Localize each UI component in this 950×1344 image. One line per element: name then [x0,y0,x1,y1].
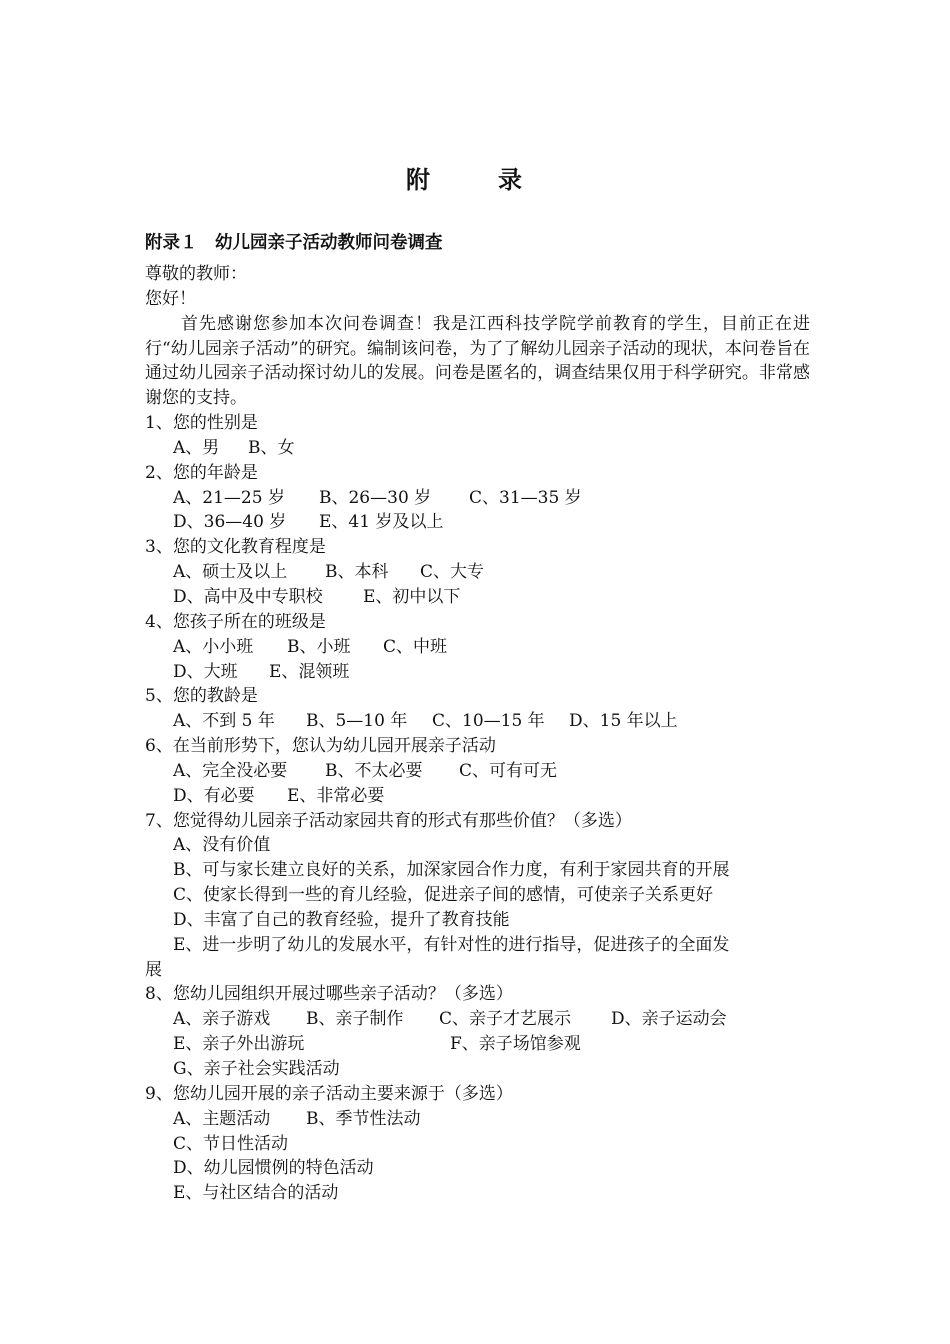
question-6: 6、在当前形势下，您认为幼儿园开展亲子活动 [145,736,496,757]
option-b: B、亲子制作 [306,1009,404,1030]
section-title: 附录１ 幼儿园亲子活动教师问卷调查 [145,233,443,253]
question-5-options [145,709,810,734]
question-9-options [145,1107,810,1132]
greeting: 尊敬的教师： [145,264,247,284]
option-e: E、非常必要 [287,785,385,806]
option-b: B、5—10 年 [306,711,408,732]
option-d: D、36—40 岁 [173,512,287,533]
option-b: B、本科 [325,562,389,583]
question-4-options [145,635,810,660]
question-3-options [145,560,810,585]
question-9-option-d: D、幼儿园惯例的特色活动 [173,1158,374,1179]
question-7-option-e: E、进一步明了幼儿的发展水平，有针对性的进行指导，促进孩子的全面发 [173,934,730,955]
option-c: C、可有可无 [459,760,558,781]
option-e: E、混领班 [269,661,350,682]
option-d: D、15 年以上 [569,711,678,732]
question-1: 1、您的性别是 [145,413,258,434]
option-a: A、完全没必要 [173,760,288,781]
option-d: D、亲子运动会 [611,1009,727,1030]
question-2: 2、您的年龄是 [145,462,258,483]
question-8-option-g: G、亲子社会实践活动 [173,1059,340,1079]
page-title: 附 录 [406,166,544,194]
question-6-options-2 [145,784,810,809]
option-e: E、亲子外出游玩 [173,1034,305,1055]
question-8: 8、您幼儿园组织开展过哪些亲子活动？（多选） [145,984,513,1005]
question-7-option-c: C、使家长得到一些的育儿经验，促进亲子间的感情，可使亲子关系更好 [173,885,714,906]
question-7-option-b: B、可与家长建立良好的关系，加深家园合作力度，有利于家园共育的开展 [173,860,730,881]
option-a: A、21—25 岁 [173,487,285,508]
option-a: A、硕士及以上 [173,562,288,583]
question-9: 9、您幼儿园开展的亲子活动主要来源于（多选） [145,1083,513,1104]
option-c: C、中班 [383,636,448,657]
question-1-options [145,436,810,461]
option-a: A、不到 5 年 [173,711,275,732]
question-9-option-c: C、节日性活动 [173,1133,289,1154]
intro-paragraph: 首先感谢您参加本次问卷调查！我是江西科技学院学前教育的学生，目前正在进行“幼儿园亲子活动”的研究。编制该问卷，为了了解幼儿园亲子活动的现状，本问卷旨在通过幼儿园亲子活动探讨幼儿的发展。问卷是匿名的，调查结果仅用于科学研究。非常感谢您的支持。 [145,313,810,409]
question-7-option-e-continued: 展 [145,959,162,980]
question-5: 5、您的教龄是 [145,686,258,707]
option-b: B、26—30 岁 [319,487,432,508]
option-e: E、初中以下 [363,586,461,607]
question-7-option-d: D、丰富了自己的教育经验，提升了教育技能 [173,909,510,930]
option-c: C、亲子才艺展示 [439,1009,572,1030]
question-7-option-a: A、没有价值 [173,835,271,856]
option-d: D、高中及中专职校 [173,586,323,607]
question-3-options-2 [145,585,810,610]
option-b: B、女 [248,437,295,458]
question-2-options-2 [145,510,810,535]
option-d: D、有必要 [173,785,255,806]
question-6-options [145,759,810,784]
option-f: F、亲子场馆参观 [450,1034,581,1055]
option-a: A、主题活动 [173,1108,271,1129]
question-7: 7、您觉得幼儿园亲子活动家园共育的形式有那些价值？（多选） [145,810,632,831]
question-8-options [145,1007,810,1032]
option-e: E、41 岁及以上 [319,512,444,533]
option-a: A、小小班 [173,636,254,657]
question-2-options [145,486,810,511]
option-c: C、大专 [420,562,485,583]
option-b: B、小班 [287,636,351,657]
option-a: A、亲子游戏 [173,1009,271,1030]
question-3: 3、您的文化教育程度是 [145,537,326,558]
option-b: B、季节性法动 [306,1108,421,1129]
option-b: B、不太必要 [325,760,423,781]
question-9-option-e: E、与社区结合的活动 [173,1183,339,1204]
option-c: C、10—15 年 [432,711,545,732]
document-body [145,262,810,1206]
question-4-options-2 [145,660,810,685]
option-d: D、大班 [173,661,238,682]
option-a: A、男 [173,437,220,458]
hello: 您好！ [145,288,196,309]
question-8-options-2 [145,1032,810,1057]
question-4: 4、您孩子所在的班级是 [145,611,326,632]
option-c: C、31—35 岁 [469,487,582,508]
